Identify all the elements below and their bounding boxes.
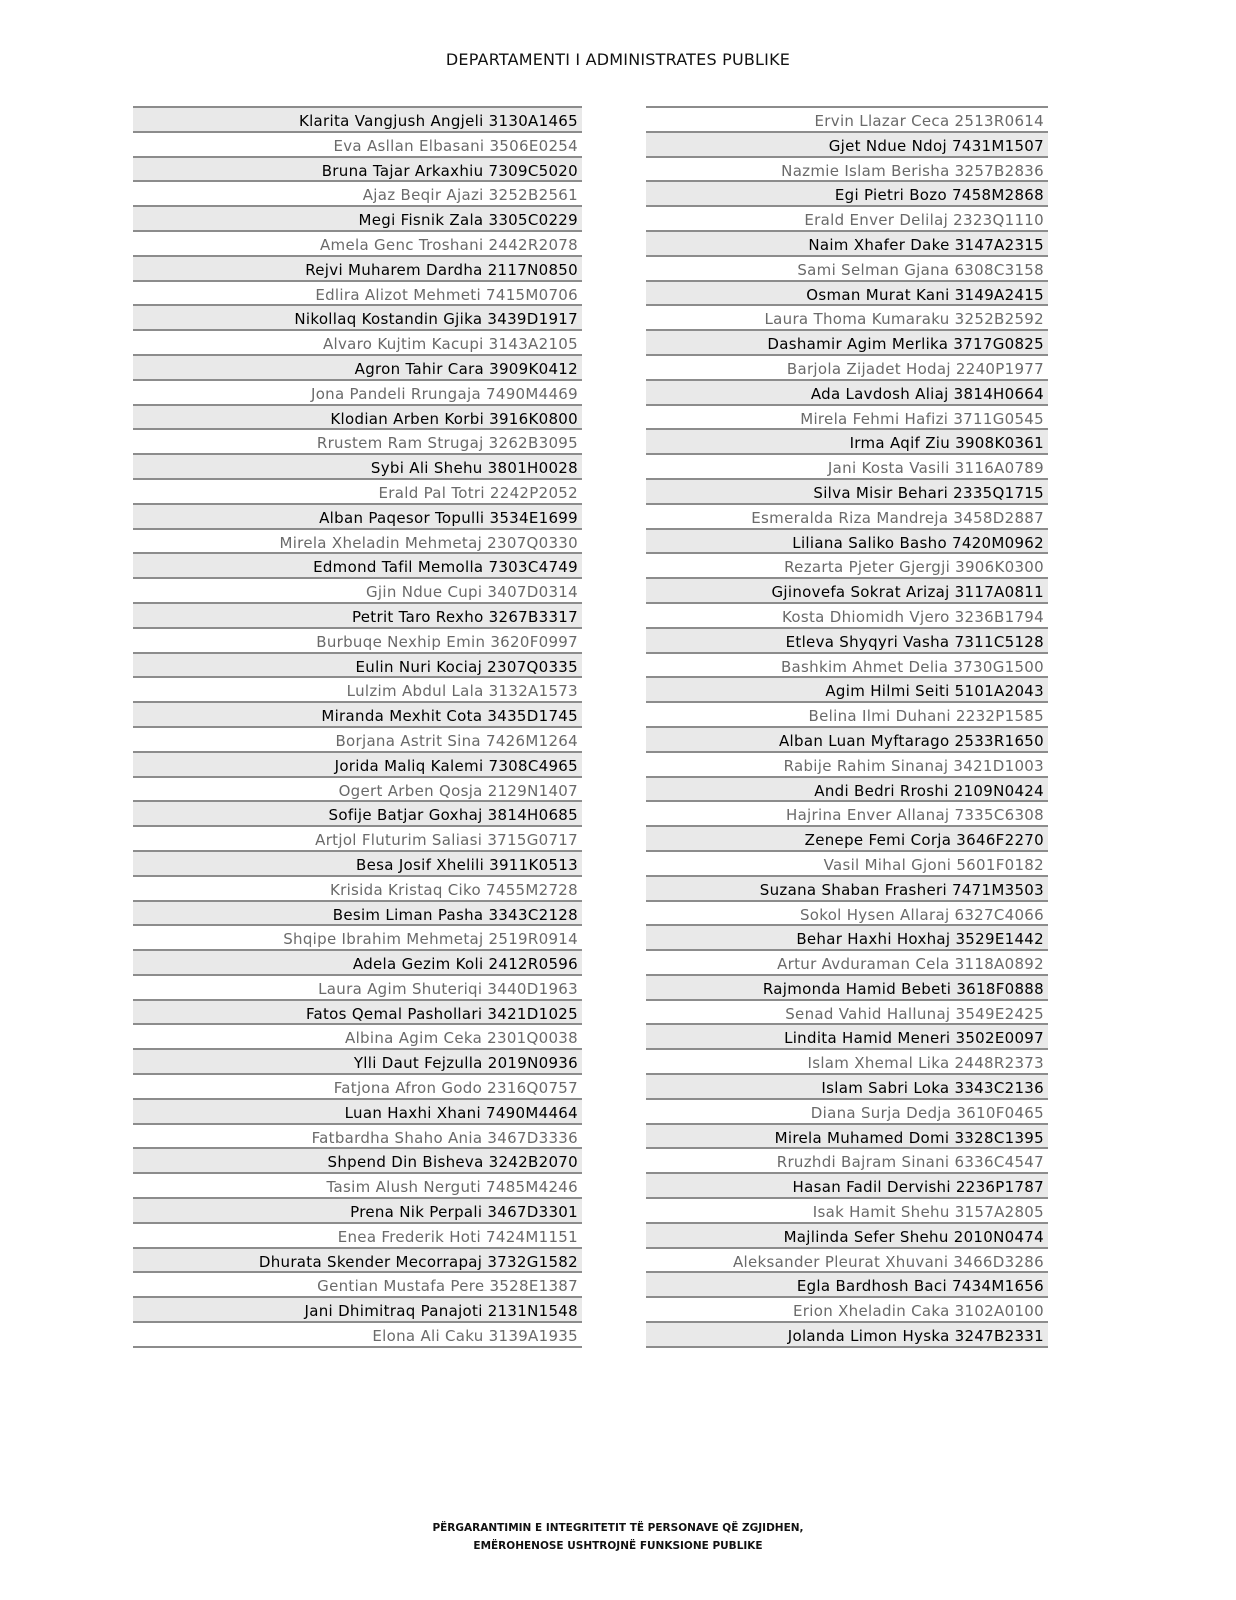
list-item: Jani Kosta Vasili 3116A0789	[646, 455, 1048, 480]
list-item: Laura Thoma Kumaraku 3252B2592	[646, 306, 1048, 331]
list-item: Rejvi Muharem Dardha 2117N0850	[133, 257, 582, 282]
list-item: Erald Enver Delilaj 2323Q1110	[646, 207, 1048, 232]
list-item: Alvaro Kujtim Kacupi 3143A2105	[133, 331, 582, 356]
list-item: Besa Josif Xhelili 3911K0513	[133, 852, 582, 877]
list-item: Tasim Alush Nerguti 7485M4246	[133, 1174, 582, 1199]
list-item: Erion Xheladin Caka 3102A0100	[646, 1298, 1048, 1323]
list-item: Gjinovefa Sokrat Arizaj 3117A0811	[646, 579, 1048, 604]
list-item: Rruzhdi Bajram Sinani 6336C4547	[646, 1149, 1048, 1174]
list-item: Edmond Tafil Memolla 7303C4749	[133, 554, 582, 579]
list-item: Adela Gezim Koli 2412R0596	[133, 951, 582, 976]
list-item: Laura Agim Shuteriqi 3440D1963	[133, 976, 582, 1001]
list-item: Jolanda Limon Hyska 3247B2331	[646, 1323, 1048, 1348]
list-item: Shqipe Ibrahim Mehmetaj 2519R0914	[133, 926, 582, 951]
list-item: Mirela Xheladin Mehmetaj 2307Q0330	[133, 530, 582, 555]
list-item: Dhurata Skender Mecorrapaj 3732G1582	[133, 1249, 582, 1274]
list-item: Dashamir Agim Merlika 3717G0825	[646, 331, 1048, 356]
list-item: Zenepe Femi Corja 3646F2270	[646, 827, 1048, 852]
list-item: Ada Lavdosh Aliaj 3814H0664	[646, 381, 1048, 406]
list-item: Aleksander Pleurat Xhuvani 3466D3286	[646, 1249, 1048, 1274]
list-item: Petrit Taro Rexho 3267B3317	[133, 604, 582, 629]
list-item: Lulzim Abdul Lala 3132A1573	[133, 678, 582, 703]
list-item: Rabije Rahim Sinanaj 3421D1003	[646, 753, 1048, 778]
list-item: Gentian Mustafa Pere 3528E1387	[133, 1273, 582, 1298]
list-item: Andi Bedri Rroshi 2109N0424	[646, 778, 1048, 803]
left-name-list	[133, 106, 582, 1348]
list-item: Jona Pandeli Rrungaja 7490M4469	[133, 381, 582, 406]
list-item: Suzana Shaban Frasheri 7471M3503	[646, 877, 1048, 902]
page-title: DEPARTAMENTI I ADMINISTRATES PUBLIKE	[445, 50, 791, 69]
list-item: Ogert Arben Qosja 2129N1407	[133, 778, 582, 803]
list-item: Etleva Shyqyri Vasha 7311C5128	[646, 629, 1048, 654]
list-item: Sybi Ali Shehu 3801H0028	[133, 455, 582, 480]
list-item: Klodian Arben Korbi 3916K0800	[133, 406, 582, 431]
list-item: Belina Ilmi Duhani 2232P1585	[646, 703, 1048, 728]
list-item: Miranda Mexhit Cota 3435D1745	[133, 703, 582, 728]
list-item: Hasan Fadil Dervishi 2236P1787	[646, 1174, 1048, 1199]
list-item: Gjin Ndue Cupi 3407D0314	[133, 579, 582, 604]
footer-line-1: PËRGARANTIMIN E INTEGRITETIT TË PERSONAVE QË ZGJIDHEN,	[432, 1522, 804, 1534]
list-item: Rrustem Ram Strugaj 3262B3095	[133, 430, 582, 455]
list-item: Barjola Zijadet Hodaj 2240P1977	[646, 356, 1048, 381]
list-item: Enea Frederik Hoti 7424M1151	[133, 1224, 582, 1249]
list-item: Mirela Fehmi Hafizi 3711G0545	[646, 406, 1048, 431]
list-item: Lindita Hamid Meneri 3502E0097	[646, 1025, 1048, 1050]
list-item: Bashkim Ahmet Delia 3730G1500	[646, 654, 1048, 679]
list-item: Eva Asllan Elbasani 3506E0254	[133, 133, 582, 158]
list-item: Ervin Llazar Ceca 2513R0614	[646, 108, 1048, 133]
list-item: Fatbardha Shaho Ania 3467D3336	[133, 1125, 582, 1150]
list-item: Alban Paqesor Topulli 3534E1699	[133, 505, 582, 530]
list-item: Irma Aqif Ziu 3908K0361	[646, 430, 1048, 455]
list-item: Islam Sabri Loka 3343C2136	[646, 1075, 1048, 1100]
list-item: Islam Xhemal Lika 2448R2373	[646, 1050, 1048, 1075]
list-item: Naim Xhafer Dake 3147A2315	[646, 232, 1048, 257]
list-item: Majlinda Sefer Shehu 2010N0474	[646, 1224, 1048, 1249]
list-item: Borjana Astrit Sina 7426M1264	[133, 728, 582, 753]
list-item: Krisida Kristaq Ciko 7455M2728	[133, 877, 582, 902]
list-item: Alban Luan Myftarago 2533R1650	[646, 728, 1048, 753]
list-item: Artjol Fluturim Saliasi 3715G0717	[133, 827, 582, 852]
list-item: Silva Misir Behari 2335Q1715	[646, 480, 1048, 505]
list-item: Sami Selman Gjana 6308C3158	[646, 257, 1048, 282]
list-item: Megi Fisnik Zala 3305C0229	[133, 207, 582, 232]
list-item: Diana Surja Dedja 3610F0465	[646, 1100, 1048, 1125]
list-item: Nazmie Islam Berisha 3257B2836	[646, 158, 1048, 183]
list-item: Jorida Maliq Kalemi 7308C4965	[133, 753, 582, 778]
list-item: Senad Vahid Hallunaj 3549E2425	[646, 1001, 1048, 1026]
list-item: Shpend Din Bisheva 3242B2070	[133, 1149, 582, 1174]
list-item: Fatos Qemal Pashollari 3421D1025	[133, 1001, 582, 1026]
list-item: Edlira Alizot Mehmeti 7415M0706	[133, 282, 582, 307]
list-item: Erald Pal Totri 2242P2052	[133, 480, 582, 505]
list-item: Ylli Daut Fejzulla 2019N0936	[133, 1050, 582, 1075]
list-item: Elona Ali Caku 3139A1935	[133, 1323, 582, 1348]
list-item: Gjet Ndue Ndoj 7431M1507	[646, 133, 1048, 158]
list-item: Rezarta Pjeter Gjergji 3906K0300	[646, 554, 1048, 579]
list-item: Agim Hilmi Seiti 5101A2043	[646, 678, 1048, 703]
list-item: Liliana Saliko Basho 7420M0962	[646, 530, 1048, 555]
list-item: Bruna Tajar Arkaxhiu 7309C5020	[133, 158, 582, 183]
list-item: Sofije Batjar Goxhaj 3814H0685	[133, 802, 582, 827]
list-item: Prena Nik Perpali 3467D3301	[133, 1199, 582, 1224]
right-name-list	[646, 106, 1048, 1348]
list-item: Besim Liman Pasha 3343C2128	[133, 902, 582, 927]
list-item: Mirela Muhamed Domi 3328C1395	[646, 1125, 1048, 1150]
list-item: Fatjona Afron Godo 2316Q0757	[133, 1075, 582, 1100]
list-item: Kosta Dhiomidh Vjero 3236B1794	[646, 604, 1048, 629]
list-item: Eulin Nuri Kociaj 2307Q0335	[133, 654, 582, 679]
list-item: Klarita Vangjush Angjeli 3130A1465	[133, 108, 582, 133]
footer-line-2: EMËROHENOSE USHTROJNË FUNKSIONE PUBLIKE	[473, 1540, 763, 1552]
list-item: Esmeralda Riza Mandreja 3458D2887	[646, 505, 1048, 530]
list-item: Sokol Hysen Allaraj 6327C4066	[646, 902, 1048, 927]
list-item: Osman Murat Kani 3149A2415	[646, 282, 1048, 307]
list-item: Rajmonda Hamid Bebeti 3618F0888	[646, 976, 1048, 1001]
list-item: Luan Haxhi Xhani 7490M4464	[133, 1100, 582, 1125]
list-item: Albina Agim Ceka 2301Q0038	[133, 1025, 582, 1050]
list-item: Artur Avduraman Cela 3118A0892	[646, 951, 1048, 976]
list-item: Egi Pietri Bozo 7458M2868	[646, 182, 1048, 207]
list-item: Isak Hamit Shehu 3157A2805	[646, 1199, 1048, 1224]
list-item: Vasil Mihal Gjoni 5601F0182	[646, 852, 1048, 877]
list-item: Nikollaq Kostandin Gjika 3439D1917	[133, 306, 582, 331]
list-item: Agron Tahir Cara 3909K0412	[133, 356, 582, 381]
list-item: Behar Haxhi Hoxhaj 3529E1442	[646, 926, 1048, 951]
list-item: Hajrina Enver Allanaj 7335C6308	[646, 802, 1048, 827]
list-item: Egla Bardhosh Baci 7434M1656	[646, 1273, 1048, 1298]
footer	[0, 1519, 1236, 1555]
list-item: Jani Dhimitraq Panajoti 2131N1548	[133, 1298, 582, 1323]
list-item: Ajaz Beqir Ajazi 3252B2561	[133, 182, 582, 207]
list-item: Burbuqe Nexhip Emin 3620F0997	[133, 629, 582, 654]
list-item: Amela Genc Troshani 2442R2078	[133, 232, 582, 257]
